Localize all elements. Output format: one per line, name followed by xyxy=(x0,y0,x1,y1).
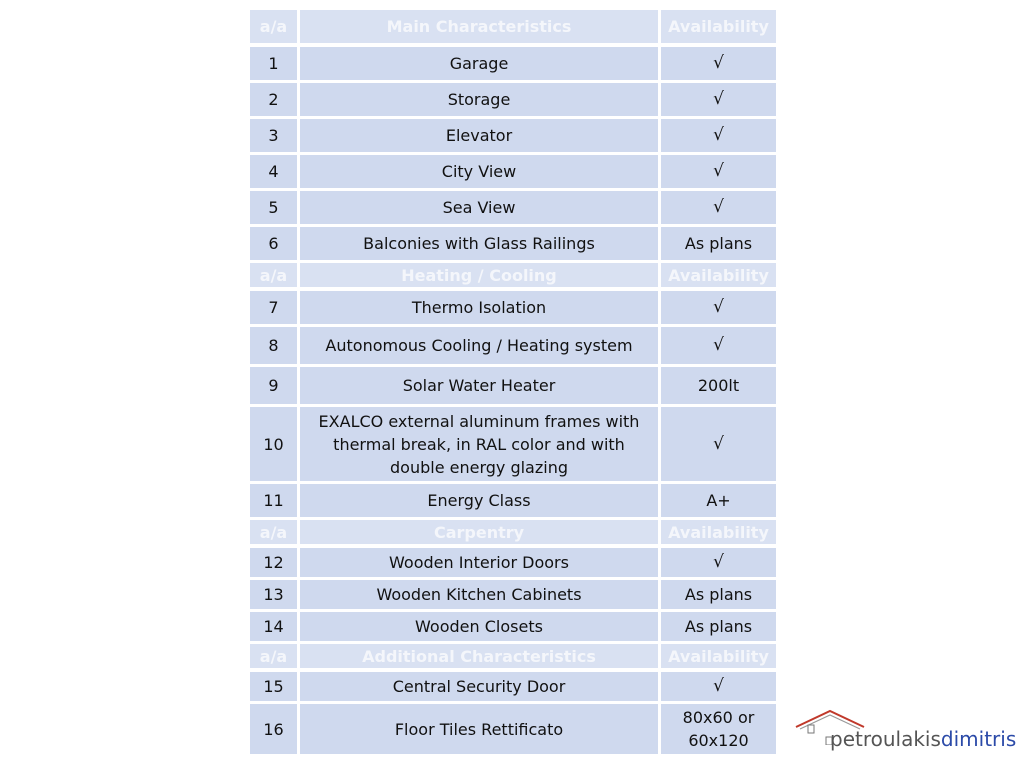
row-item: City View xyxy=(300,155,658,188)
logo-text-b: dimitris xyxy=(940,727,1017,751)
section-title: Additional Characteristics xyxy=(300,644,658,668)
logo-text-a: petroulakis xyxy=(830,727,941,751)
row-availability: √ xyxy=(661,407,776,481)
header-no-label: a/a xyxy=(250,644,297,668)
row-number: 14 xyxy=(250,612,297,641)
characteristics-table xyxy=(250,10,776,757)
row-item: Wooden Kitchen Cabinets xyxy=(300,580,658,609)
row-item: Solar Water Heater xyxy=(300,367,658,404)
row-item: Garage xyxy=(300,47,658,80)
header-no-label: a/a xyxy=(250,520,297,544)
row-availability: A+ xyxy=(661,484,776,517)
row-number: 7 xyxy=(250,291,297,324)
row-availability: √ xyxy=(661,191,776,224)
row-number: 16 xyxy=(250,704,297,754)
row-availability: √ xyxy=(661,155,776,188)
row-number: 6 xyxy=(250,227,297,260)
section-title: Heating / Cooling xyxy=(300,263,658,287)
row-availability: √ xyxy=(661,327,776,364)
company-logo xyxy=(790,705,1024,761)
row-number: 9 xyxy=(250,367,297,404)
header-no-label: a/a xyxy=(250,10,297,43)
row-item: Balconies with Glass Railings xyxy=(300,227,658,260)
row-item: Floor Tiles Rettificato xyxy=(300,704,658,754)
row-number: 8 xyxy=(250,327,297,364)
row-item: Elevator xyxy=(300,119,658,152)
row-item: Autonomous Cooling / Heating system xyxy=(300,327,658,364)
section-title: Carpentry xyxy=(300,520,658,544)
section-title: Main Characteristics xyxy=(300,10,658,43)
row-number: 1 xyxy=(250,47,297,80)
row-availability: As plans xyxy=(661,227,776,260)
row-availability: 80x60 or 60x120 xyxy=(661,704,776,754)
row-availability: As plans xyxy=(661,580,776,609)
header-availability-label: Availability xyxy=(661,520,776,544)
row-number: 10 xyxy=(250,407,297,481)
row-number: 11 xyxy=(250,484,297,517)
row-availability: √ xyxy=(661,548,776,577)
row-item: Storage xyxy=(300,83,658,116)
header-no-label: a/a xyxy=(250,263,297,287)
row-number: 12 xyxy=(250,548,297,577)
row-number: 13 xyxy=(250,580,297,609)
header-availability-label: Availability xyxy=(661,263,776,287)
row-availability: √ xyxy=(661,83,776,116)
row-availability: As plans xyxy=(661,612,776,641)
row-item: Sea View xyxy=(300,191,658,224)
row-number: 4 xyxy=(250,155,297,188)
row-item: Energy Class xyxy=(300,484,658,517)
header-availability-label: Availability xyxy=(661,644,776,668)
row-availability: √ xyxy=(661,119,776,152)
row-availability: √ xyxy=(661,672,776,701)
row-number: 5 xyxy=(250,191,297,224)
row-availability: 200lt xyxy=(661,367,776,404)
row-item: Thermo Isolation xyxy=(300,291,658,324)
row-number: 15 xyxy=(250,672,297,701)
row-item: Wooden Interior Doors xyxy=(300,548,658,577)
row-availability: √ xyxy=(661,47,776,80)
logo-wordmark xyxy=(830,727,1016,751)
row-item: Central Security Door xyxy=(300,672,658,701)
header-availability-label: Availability xyxy=(661,10,776,43)
row-item: Wooden Closets xyxy=(300,612,658,641)
row-number: 2 xyxy=(250,83,297,116)
row-number: 3 xyxy=(250,119,297,152)
row-availability: √ xyxy=(661,291,776,324)
row-item: EXALCO external aluminum frames with thermal break, in RAL color and with double energy glazing xyxy=(300,407,658,481)
